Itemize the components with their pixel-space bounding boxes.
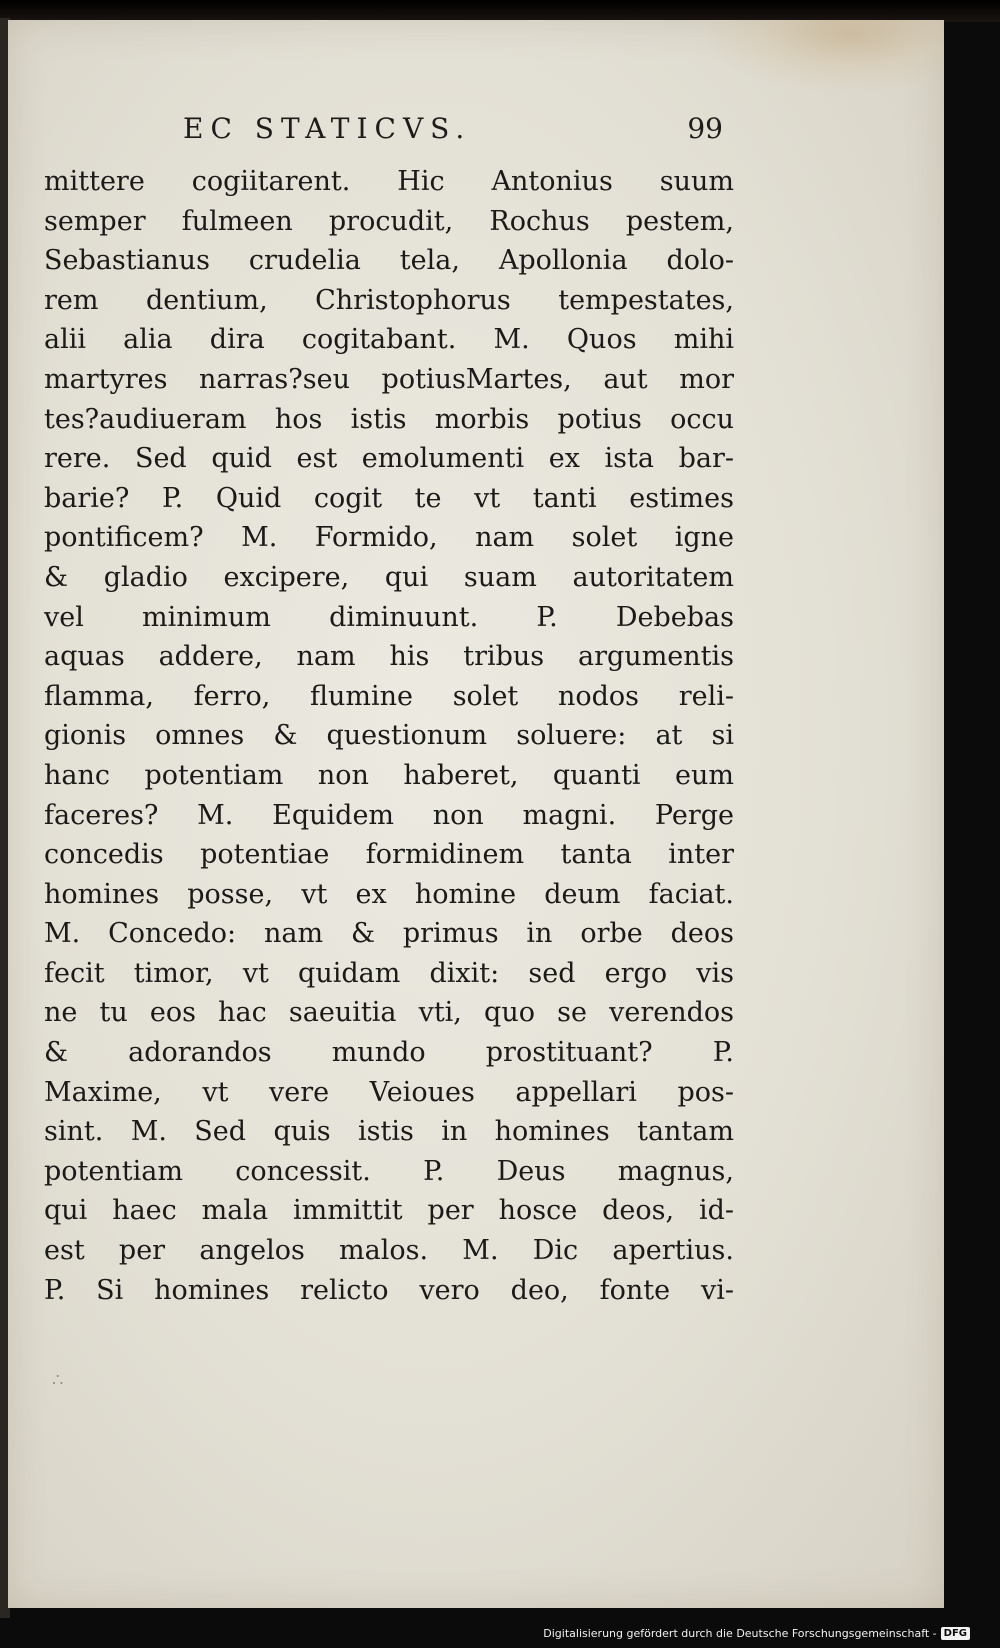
text-line: gionis omnes & questionum soluere: at si (44, 720, 734, 752)
text-line: qui haec mala immittit per hosce deos, id- (44, 1195, 734, 1227)
text-line: est per angelos malos. M. Dic apertius. (44, 1235, 734, 1267)
paper-stain (708, 20, 944, 90)
running-head: EC STATICVS. (183, 112, 472, 145)
text-line: ne tu eos hac saeuitia vti, quo se verendos (44, 997, 734, 1029)
text-line: martyres narras?seu potiusMartes, aut mor (44, 363, 734, 395)
page-header (183, 112, 723, 156)
text-line: fecit timor, vt quidam dixit: sed ergo vis (44, 957, 734, 989)
text-line: Sebastianus crudelia tela, Apollonia dolo- (44, 245, 734, 277)
text-line: tes?audiueram hos istis morbis potius occu (44, 403, 734, 435)
catchword-mark: ∴ (52, 1370, 64, 1391)
book-page (8, 20, 944, 1608)
digitization-credit (543, 1622, 970, 1644)
text-line: rere. Sed quid est emolumenti ex ista bar- (44, 443, 734, 475)
dfg-logo-icon: DFG (941, 1627, 970, 1640)
page-number: 99 (687, 112, 723, 145)
text-line: semper fulmeen procudit, Rochus pestem, (44, 205, 734, 237)
text-line: Maxime, vt vere Veioues appellari pos- (44, 1076, 734, 1108)
text-line: faceres? M. Equidem non magni. Perge (44, 799, 734, 831)
text-line: aquas addere, nam his tribus argumentis (44, 641, 734, 673)
text-line: homines posse, vt ex homine deum faciat. (44, 878, 734, 910)
text-line: pontificem? M. Formido, nam solet igne (44, 522, 734, 554)
text-line: concedis potentiae formidinem tanta inter (44, 839, 734, 871)
text-line: hanc potentiam non haberet, quanti eum (44, 759, 734, 791)
body-text (44, 162, 734, 1310)
text-line: P. Si homines relicto vero deo, fonte vi- (44, 1274, 734, 1306)
text-line: sint. M. Sed quis istis in homines tantam (44, 1116, 734, 1148)
text-line: M. Concedo: nam & primus in orbe deos (44, 918, 734, 950)
text-line: & adorandos mundo prostituant? P. (44, 1037, 734, 1069)
text-line: flamma, ferro, flumine solet nodos reli- (44, 680, 734, 712)
text-line: & gladio excipere, qui suam autoritatem (44, 561, 734, 593)
text-line: vel minimum diminuunt. P. Debebas (44, 601, 734, 633)
scan-top-edge (0, 0, 1000, 22)
text-line: alii alia dira cogitabant. M. Quos mihi (44, 324, 734, 356)
text-line: potentiam concessit. P. Deus magnus, (44, 1155, 734, 1187)
credit-text: Digitalisierung gefördert durch die Deutsche Forschungsgemeinschaft - (543, 1626, 937, 1640)
text-line: mittere cogiitarent. Hic Antonius suum (44, 166, 734, 197)
text-line: barie? P. Quid cogit te vt tanti estimes (44, 482, 734, 514)
text-line: rem dentium, Christophorus tempestates, (44, 284, 734, 316)
